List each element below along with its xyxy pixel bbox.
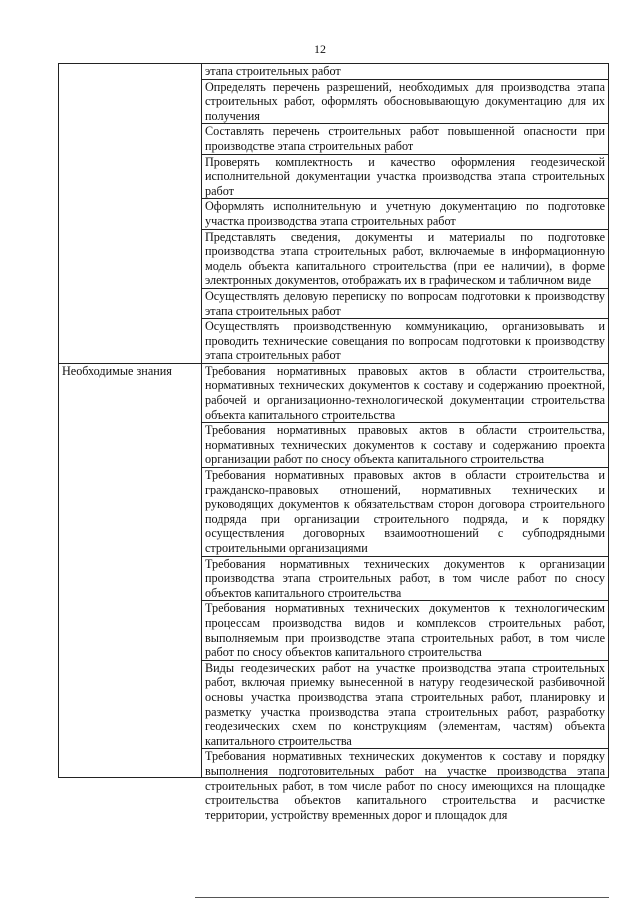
skill-cell: Составлять перечень строительных работ повышенной опасности при производстве этапа строительных работ [202,124,609,154]
skill-cell: Осуществлять деловую переписку по вопросам подготовки к производству этапа строительных работ [202,288,609,318]
skill-cell: Определять перечень разрешений, необходимых для производства этапа строительных работ, оформлять обосновывающую документацию для их получения [202,79,609,124]
knowledge-label: Необходимые знания [59,363,202,777]
knowledge-cell: Требования нормативных правовых актов в области строительства, нормативных технических документов к составу и содержанию проектной, рабочей и организационно-технологической документации строительства объекта капитального строительства [202,363,609,422]
knowledge-cell: Виды геодезических работ на участке производства этапа строительных работ, включая приемку вынесенной в натуру геодезической разбивочной основы участка производства этапа строительных работ, планировку и разметку участка производства этапа строительных работ, разработку геодезических схем по конструкциям (элементам, частям) объекта капитального строительства [202,660,609,749]
knowledge-text: Требования нормативных технических документов к составу и порядку выполнения подготовительных работ на участке производства этапа строительных работ, в том числе работ по сносу имеющихся на площадке строительства объектов капитального строительства и расчистке территории, устройству временных дорог и площадок для [205,749,605,822]
skill-cell: Проверять комплектность и качество оформления геодезической исполнительной документации участка производства этапа строительных работ [202,154,609,199]
skill-cell: этапа строительных работ [202,64,609,80]
skill-cell: Осуществлять производственную коммуникацию, организовывать и проводить технические совещания по вопросам подготовки к производству этапа строительных работ [202,319,609,364]
table-row [59,64,609,80]
page-number: 12 [314,42,326,56]
knowledge-cell: Требования нормативных правовых актов в области строительства и гражданско-правовых отношений, нормативных технических и руководящих документов к обязательствам сторон договора строительного подряда при организации строительного подряда, и к порядку осуществления договорных взаимоотношений с субподрядными строительными организациями [202,468,609,557]
empty-label-cell [59,64,202,364]
skill-cell: Представлять сведения, документы и материалы по подготовке производства этапа строительных работ, включаемые в информационную модель объекта капитального строительства (при ее наличии), в форме электронных документов, отображать их в графическом и табличном виде [202,229,609,288]
competency-table [58,63,609,822]
knowledge-cell: Требования нормативных технических документов к технологическим процессам производства видов и комплексов строительных работ, выполняемым при производстве этапа строительных работ, в том числе работ по сносу объектов капитального строительства [202,601,609,660]
knowledge-cell [202,749,609,822]
knowledge-cell: Требования нормативных технических документов к организации производства этапа строительных работ, в том числе работ по сносу объектов капитального строительства [202,556,609,601]
page-bottom-line [195,897,609,898]
knowledge-cell: Требования нормативных правовых актов в области строительства, нормативных технических документов к составу и содержанию проекта организации работ по сносу объекта капитального строительства [202,423,609,468]
table-row [59,363,609,422]
skill-cell: Оформлять исполнительную и учетную документацию по подготовке участка производства этапа строительных работ [202,199,609,229]
